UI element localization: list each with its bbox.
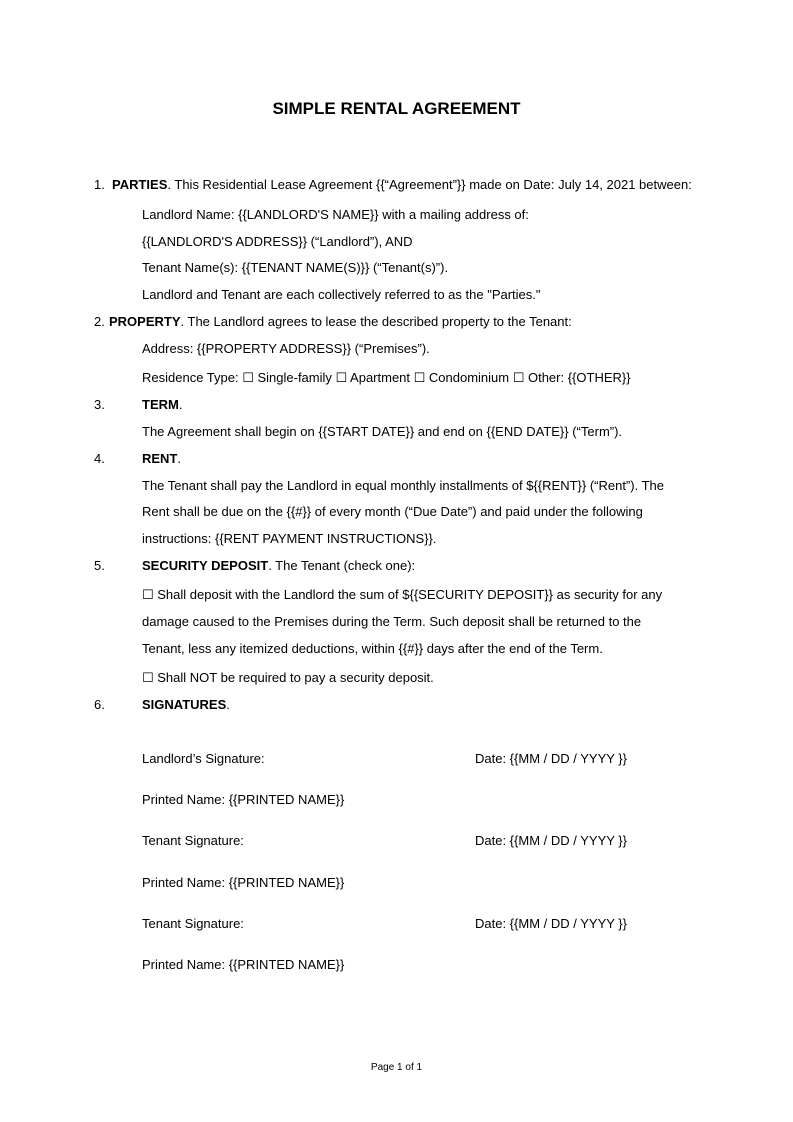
page-number-footer: Page 1 of 1 [370, 1062, 423, 1073]
parties-definition-line: Landlord and Tenant are each collectively referred to as the "Parties." [142, 287, 541, 302]
section-1-heading: PARTIES [112, 177, 168, 192]
section-3-heading-punct: . [178, 397, 183, 412]
section-1-number: 1. [94, 177, 105, 192]
signature-date: Date: {{MM / DD / YYYY }} [475, 833, 627, 848]
rent-line-2: Rent shall be due on the {{#}} of every month (“Due Date”) and paid under the following [142, 504, 643, 519]
section-4-heading-punct: . [177, 451, 182, 466]
section-2-intro [109, 314, 572, 330]
section-6-heading-line [142, 697, 230, 713]
section-6-heading-punct: . [226, 697, 230, 712]
landlord-name-line: Landlord Name: {{LANDLORD'S NAME}} with a mailing address of: [142, 207, 529, 222]
section-3-heading-line [142, 397, 182, 413]
section-2-intro-text: . The Landlord agrees to lease the described property to the Tenant: [180, 314, 572, 329]
no-deposit-line: ☐ Shall NOT be required to pay a security deposit. [142, 670, 434, 685]
section-5-intro [142, 558, 415, 574]
signature-label: Landlord’s Signature: [142, 751, 265, 766]
signature-label: Tenant Signature: [142, 833, 244, 848]
term-text: The Agreement shall begin on {{START DATE}} and end on {{END DATE}} (“Term”). [142, 424, 623, 439]
section-3-number: 3. [94, 397, 105, 412]
section-1-intro-text: . This Residential Lease Agreement {{“Agreement”}} made on Date: July 14, 2021 between: [167, 177, 692, 192]
document-title: SIMPLE RENTAL AGREEMENT [272, 99, 521, 118]
printed-name: Printed Name: {{PRINTED NAME}} [142, 792, 345, 807]
section-4-heading: RENT [142, 451, 178, 466]
property-address-line: Address: {{PROPERTY ADDRESS}} (“Premises”). [142, 341, 430, 356]
section-2-heading: PROPERTY [109, 314, 181, 329]
signature-date: Date: {{MM / DD / YYYY }} [475, 751, 627, 766]
printed-name: Printed Name: {{PRINTED NAME}} [142, 875, 345, 890]
signature-label: Tenant Signature: [142, 916, 244, 931]
section-6-number: 6. [94, 697, 105, 712]
deposit-line-3: Tenant, less any itemized deductions, within {{#}} days after the end of the Term. [142, 641, 603, 656]
tenant-name-line: Tenant Name(s): {{TENANT NAME(S)}} (“Tenant(s)”). [142, 260, 449, 275]
deposit-line-2: damage caused to the Premises during the Term. Such deposit shall be returned to the [142, 614, 642, 629]
section-3-heading: TERM [142, 397, 179, 412]
section-4-heading-line [142, 451, 181, 467]
section-6-heading: SIGNATURES [142, 697, 227, 712]
printed-name: Printed Name: {{PRINTED NAME}} [142, 957, 345, 972]
section-5-number: 5. [94, 558, 105, 573]
section-5-intro-text: . The Tenant (check one): [268, 558, 416, 573]
landlord-address-line: {{LANDLORD'S ADDRESS}} (“Landlord”), AND [142, 234, 413, 249]
rent-line-3: instructions: {{RENT PAYMENT INSTRUCTIONS}}. [142, 531, 437, 546]
section-5-heading: SECURITY DEPOSIT [142, 558, 269, 573]
signature-date: Date: {{MM / DD / YYYY }} [475, 916, 627, 931]
section-2-number: 2. [94, 314, 105, 329]
section-4-number: 4. [94, 451, 105, 466]
rent-line-1: The Tenant shall pay the Landlord in equal monthly installments of ${{RENT}} (“Rent”). The [142, 478, 664, 493]
residence-type-line: Residence Type: ☐ Single-family ☐ Apartment ☐ Condominium ☐ Other: {{OTHER}} [142, 370, 631, 385]
deposit-line-1: ☐ Shall deposit with the Landlord the sum of ${{SECURITY DEPOSIT}} as security for any [142, 587, 663, 602]
section-1-intro [112, 177, 692, 193]
